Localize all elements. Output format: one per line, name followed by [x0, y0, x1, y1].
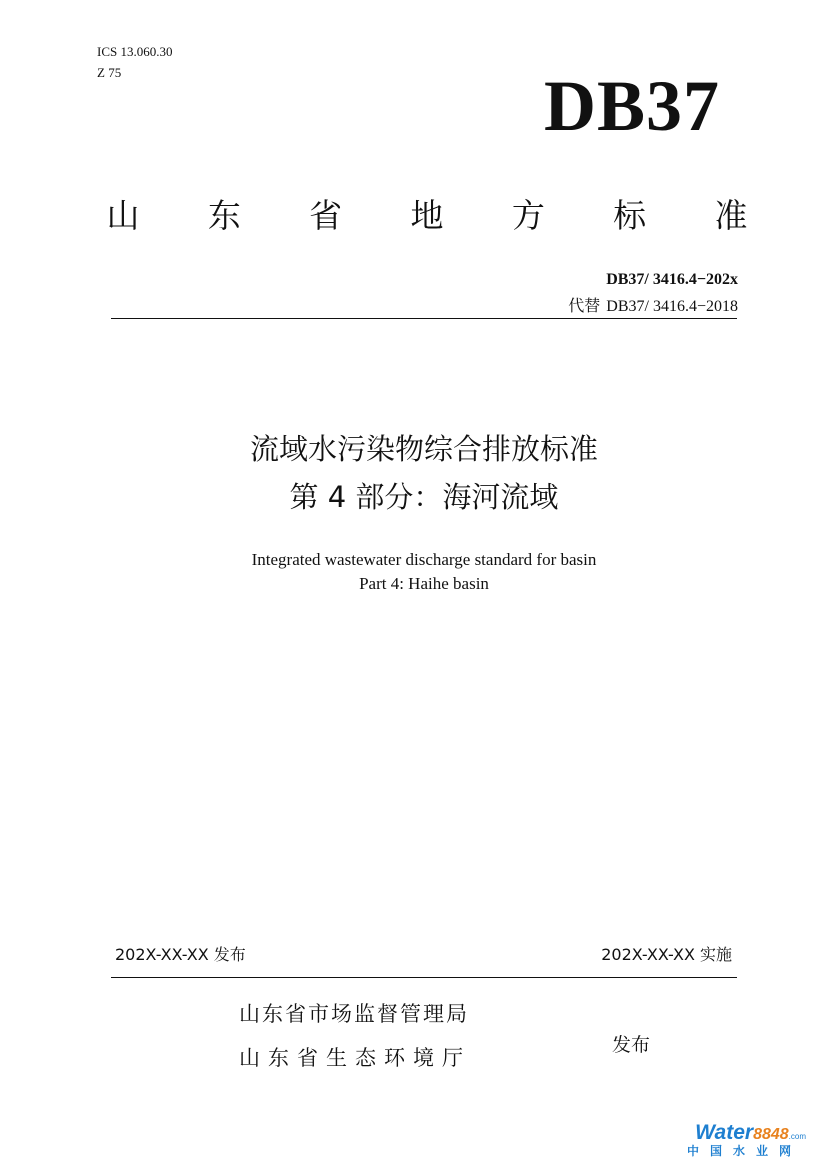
standard-number: DB37/ 3416.4−202x	[606, 271, 738, 288]
issuer-market-supervision: 山东省市场监督管理局	[239, 1002, 469, 1026]
standard-type-char: 准	[714, 196, 748, 235]
issuer-ecology-environment: 山东省生态环境厅	[239, 1046, 471, 1070]
watermark-brand-text: Water	[695, 1121, 754, 1144]
ccs-code: Z 75	[97, 65, 122, 80]
standard-type-char: 省	[309, 196, 343, 235]
implement-date: 202X-XX-XX 实施	[601, 945, 732, 964]
replaces-label: 代替	[568, 296, 601, 315]
header-divider	[111, 318, 737, 319]
replaces-line	[568, 295, 738, 318]
standard-type-char: 标	[613, 196, 647, 235]
site-watermark-logo	[686, 1121, 816, 1163]
watermark-cn-text: 中国水业网	[686, 1144, 802, 1158]
title-cn-main: 流域水污染物综合排放标准	[249, 432, 598, 466]
standard-type-heading	[104, 191, 750, 241]
title-cn-part: 第 4 部分：海河流域	[289, 480, 559, 514]
watermark-suffix: .com	[788, 1132, 806, 1141]
title-en-part: Part 4: Haihe basin	[359, 574, 489, 593]
standard-type-char: 地	[410, 196, 444, 235]
publish-date: 202X-XX-XX 发布	[115, 945, 246, 964]
title-en-main: Integrated wastewater discharge standard for basin	[251, 550, 597, 569]
standard-type-char: 山	[106, 196, 140, 235]
watermark-number: 8848	[753, 1126, 789, 1143]
ics-code: ICS 13.060.30	[97, 44, 173, 59]
issue-label: 发布	[612, 1034, 651, 1056]
standard-type-char: 东	[207, 196, 241, 235]
standard-type-char: 方	[511, 196, 545, 235]
standard-logo: DB37	[543, 66, 720, 146]
replaces-number: DB37/ 3416.4−2018	[606, 298, 738, 315]
footer-divider	[111, 977, 737, 978]
classification-codes	[97, 41, 172, 83]
